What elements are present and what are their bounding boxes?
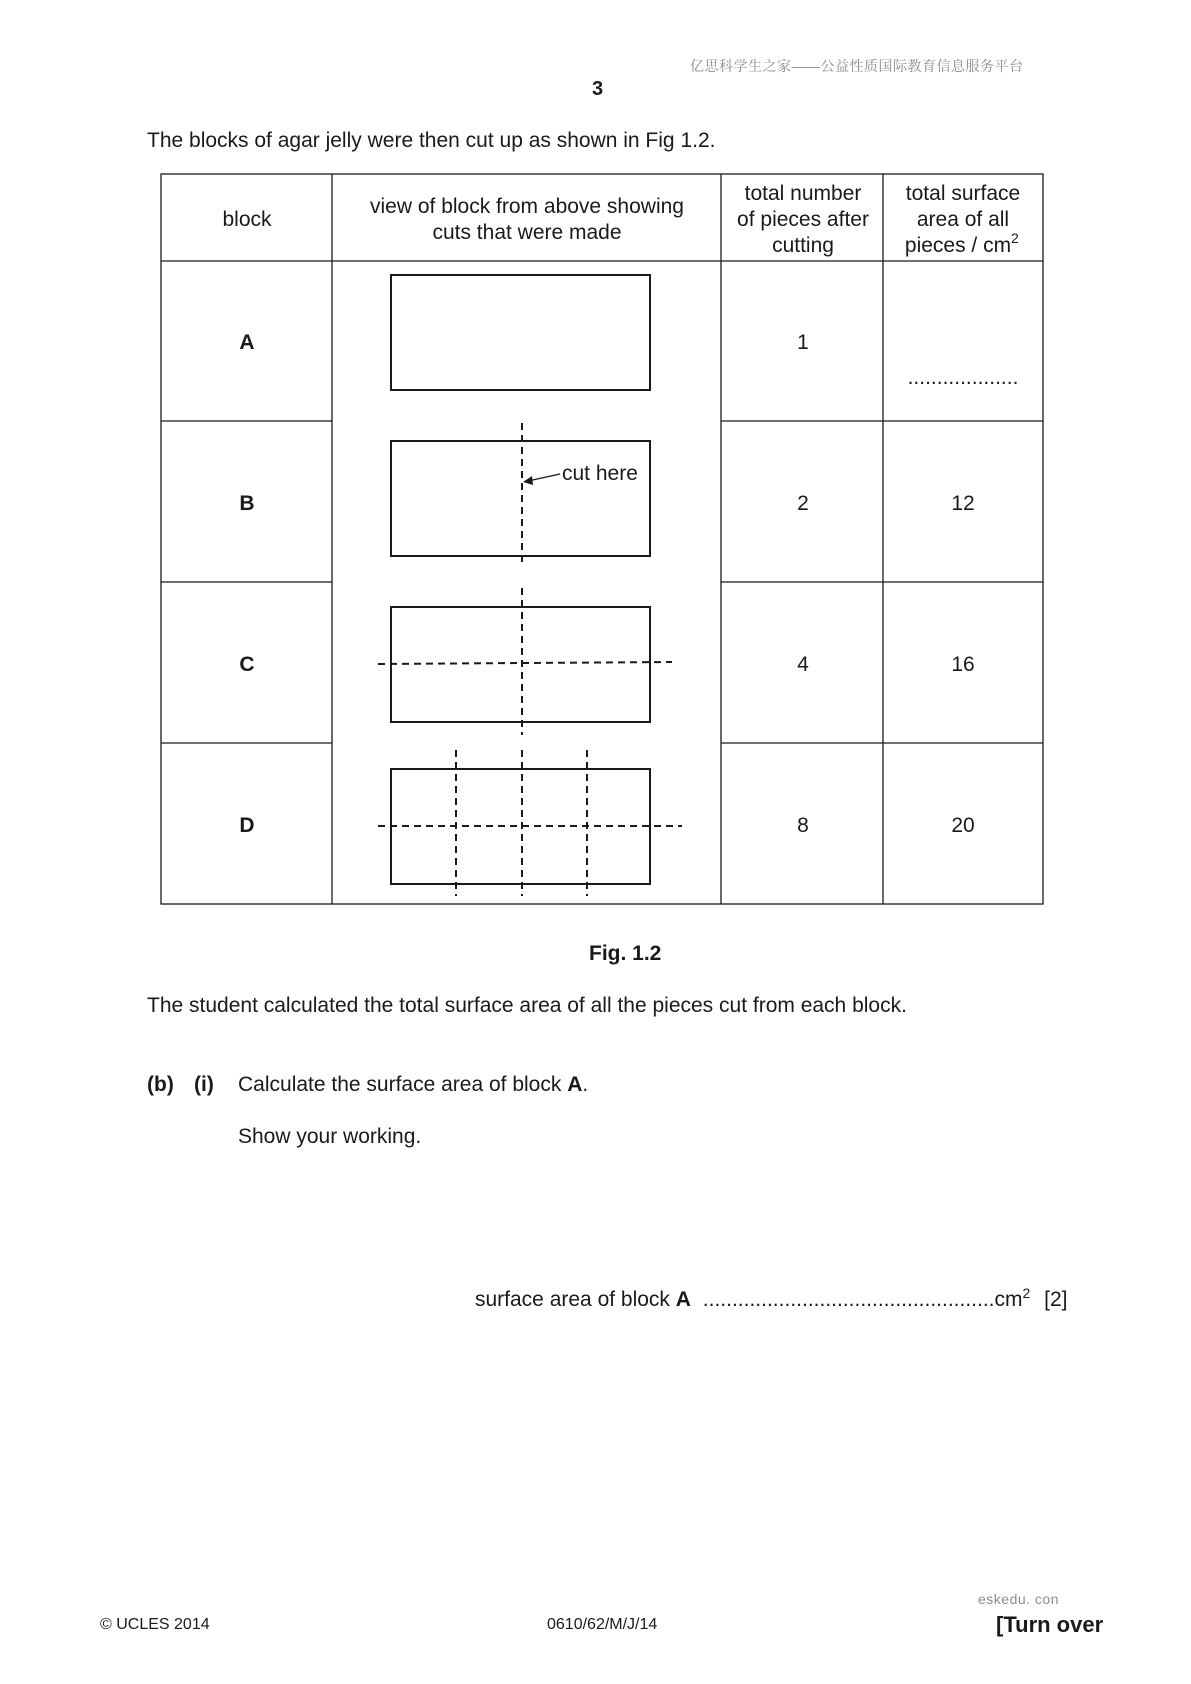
row-d-block: D: [239, 814, 255, 837]
row-d-pieces: 8: [797, 814, 809, 837]
question-text-before: Calculate the surface area of block: [238, 1073, 568, 1096]
question-text: [238, 1072, 588, 1098]
row-a-area-blank: ...................: [907, 366, 1019, 389]
question-instruction: Show your working.: [238, 1125, 422, 1148]
row-a-block: A: [239, 331, 255, 354]
row-c-block: C: [239, 653, 255, 676]
page-number: 3: [592, 78, 604, 100]
answer-label: surface area of block: [475, 1288, 676, 1311]
header-pieces-line3: cutting: [772, 234, 834, 257]
row-c-pieces: 4: [797, 653, 809, 676]
answer-label-bold: A: [675, 1288, 691, 1311]
answer-unit-sup: 2: [1022, 1285, 1031, 1301]
row-a-pieces: 1: [797, 331, 809, 354]
question-part-label: (b): [147, 1073, 174, 1096]
header-area-line3: pieces / cm: [904, 234, 1012, 257]
row-d-area: 20: [951, 814, 975, 837]
header-pieces-line2: of pieces after: [737, 208, 869, 231]
figure-caption: Fig. 1.2: [589, 942, 662, 965]
answer-dots[interactable]: ..................................................: [702, 1288, 995, 1311]
question-subpart-label: (i): [194, 1073, 214, 1096]
row-b-block: B: [239, 492, 255, 515]
block-a-drawing: [391, 275, 650, 390]
answer-unit: cm: [994, 1288, 1023, 1311]
turn-over-label: [Turn over: [996, 1612, 1104, 1637]
header-pieces-line1: total number: [744, 182, 862, 205]
paragraph-text: The student calculated the total surface area of all the pieces cut from each block.: [147, 994, 907, 1017]
header-area-line1: total surface: [905, 182, 1021, 205]
header-area-line2: area of all: [916, 208, 1010, 231]
row-b-area: 12: [951, 492, 975, 515]
question-text-after: .: [582, 1073, 589, 1096]
block-b-drawing: [391, 423, 650, 566]
header-block: block: [222, 208, 272, 231]
cut-here-label: cut here: [562, 462, 638, 485]
header-view-line1: view of block from above showing: [370, 195, 684, 218]
row-c-area: 16: [951, 653, 975, 676]
header-area-sup: 2: [1011, 230, 1019, 246]
row-b-pieces: 2: [797, 492, 809, 515]
block-d-drawing: [378, 750, 682, 896]
question-text-bold: A: [567, 1073, 583, 1096]
footer-code: 0610/62/M/J/14: [547, 1616, 658, 1633]
header-view-line2: cuts that were made: [432, 221, 622, 244]
watermark-header: 亿思科学生之家——公益性质国际教育信息服务平台: [690, 58, 1024, 74]
answer-line: [475, 1280, 1068, 1313]
intro-text: The blocks of agar jelly were then cut up as shown in Fig 1.2.: [147, 129, 716, 152]
footer-copyright: © UCLES 2014: [100, 1616, 210, 1633]
block-c-drawing: [378, 588, 672, 735]
answer-marks: [2]: [1044, 1288, 1068, 1311]
watermark-footer: eskedu. con: [978, 1591, 1059, 1607]
